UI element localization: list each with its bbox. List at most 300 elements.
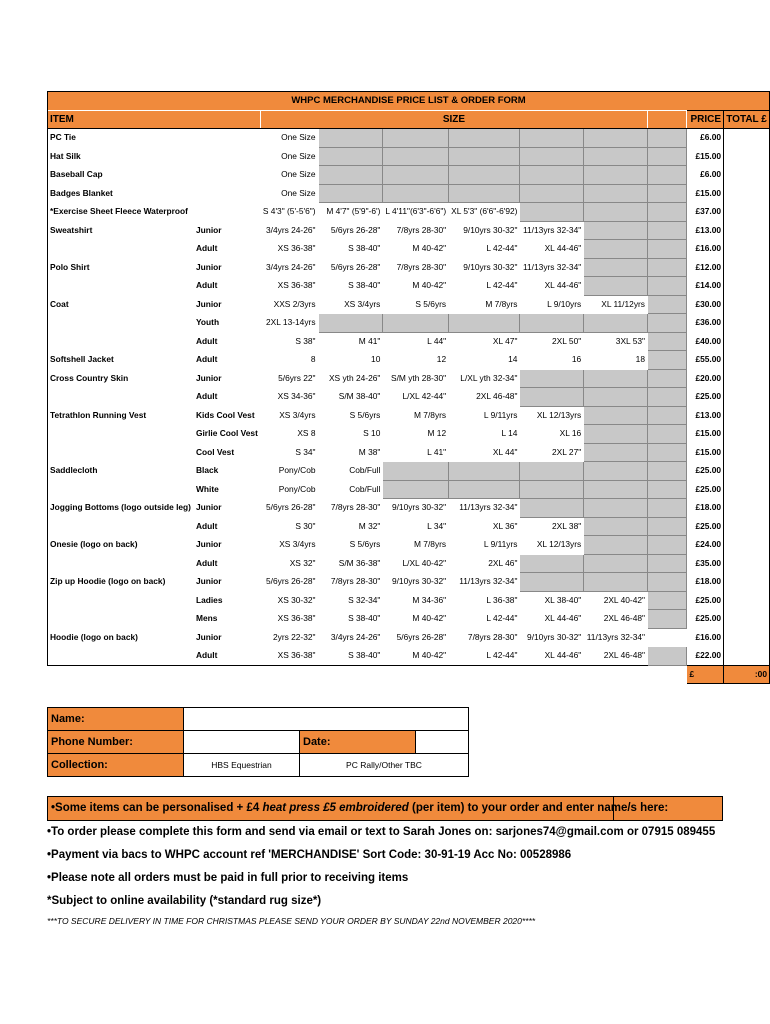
date-label: Date: [300, 731, 416, 754]
item-total-input[interactable] [724, 369, 770, 388]
size-option[interactable]: 5/6yrs 26-28" [265, 576, 316, 586]
size-option[interactable]: L 41" [427, 446, 447, 457]
size-option[interactable] [584, 129, 648, 148]
item-total-input[interactable] [724, 184, 770, 203]
size-option[interactable]: 5/6yrs 22" [278, 372, 316, 383]
size-option[interactable]: 2XL 46-48" [584, 647, 648, 666]
size-option[interactable]: 10 [371, 354, 381, 364]
table-row [48, 240, 770, 259]
size-option[interactable] [584, 388, 648, 407]
size-option[interactable]: S 5/6yrs [349, 539, 381, 549]
size-option[interactable] [648, 499, 687, 518]
size-option[interactable] [584, 406, 648, 425]
item-total-input[interactable] [724, 628, 770, 647]
size-option[interactable]: M 40-42" [412, 613, 447, 623]
size-option[interactable]: 9/10yrs 30-32" [391, 576, 447, 586]
size-option[interactable] [520, 499, 584, 518]
size-option[interactable]: 2XL 46-48" [603, 613, 645, 623]
size-option[interactable] [318, 147, 383, 166]
size-option[interactable]: XS 36-38" [260, 647, 318, 666]
size-option[interactable]: L/XL 42-44" [402, 391, 447, 401]
item-name: PC Tie [48, 129, 194, 148]
size-option[interactable]: 3XL 53" [615, 335, 645, 346]
item-variant: Junior [195, 372, 222, 383]
size-option[interactable] [648, 295, 687, 314]
size-option[interactable]: L 42-44" [449, 647, 520, 666]
size-option[interactable]: L 44" [427, 335, 447, 346]
size-option[interactable] [383, 166, 449, 185]
size-option[interactable] [520, 184, 584, 203]
contact-section [47, 707, 469, 777]
size-option[interactable]: L 42-44" [486, 243, 518, 253]
size-option[interactable] [520, 369, 584, 388]
table-row [48, 129, 770, 148]
item-variant: White [195, 483, 219, 494]
size-option[interactable] [648, 517, 687, 536]
size-option[interactable]: XL 5'3" (6'6"-6'92) [451, 206, 518, 216]
size-option[interactable] [520, 166, 584, 185]
size-option[interactable]: L 14 [501, 428, 518, 438]
item-price: £12.00 [687, 258, 724, 277]
size-option[interactable] [648, 332, 687, 351]
size-option[interactable]: S 38" [295, 335, 316, 346]
size-option[interactable] [648, 591, 687, 610]
size-option[interactable] [648, 443, 687, 462]
size-option[interactable] [584, 517, 648, 536]
item-variant: Mens [195, 613, 218, 623]
size-option[interactable] [648, 277, 687, 296]
item-variant: Adult [195, 243, 218, 253]
size-option[interactable]: One Size [281, 187, 316, 198]
size-option[interactable]: 5/6yrs 26-28" [330, 224, 381, 235]
item-total-input[interactable] [724, 166, 770, 185]
size-option[interactable] [648, 147, 687, 166]
size-option[interactable]: 5/6yrs 26-28" [330, 261, 381, 272]
item-total-input[interactable] [724, 647, 770, 666]
item-price: £15.00 [687, 184, 724, 203]
size-option[interactable] [383, 147, 449, 166]
item-total-input[interactable] [724, 610, 770, 629]
name-input[interactable] [184, 708, 469, 731]
size-option[interactable]: 11/13yrs 32-34" [459, 576, 518, 586]
item-price: £37.00 [687, 203, 724, 222]
total-header: TOTAL £ [724, 110, 770, 129]
item-variant: Adult [195, 520, 218, 531]
size-option[interactable]: XL 44-46" [544, 243, 582, 253]
size-option[interactable] [648, 425, 687, 444]
size-option[interactable]: S 30" [295, 520, 316, 531]
size-option[interactable]: Pony/Cob [278, 465, 316, 475]
size-option[interactable]: XL 44" [492, 446, 518, 457]
item-variant: Ladies [195, 594, 223, 605]
size-option[interactable] [318, 314, 383, 333]
size-option[interactable] [584, 258, 648, 277]
size-option[interactable]: S/M 38-40" [338, 391, 381, 401]
size-option[interactable] [449, 166, 520, 185]
size-option[interactable] [584, 277, 648, 296]
size-option[interactable] [648, 573, 687, 592]
item-total-input[interactable] [724, 332, 770, 351]
phone-input[interactable] [184, 731, 300, 754]
size-option[interactable] [648, 166, 687, 185]
grand-total-currency: £ [687, 665, 724, 684]
item-total-input[interactable] [724, 203, 770, 222]
size-option[interactable]: 7/8yrs 28-30" [330, 502, 381, 512]
size-option[interactable]: XXS 2/3yrs [273, 298, 316, 309]
size-option[interactable] [449, 129, 520, 148]
size-option[interactable] [584, 499, 648, 518]
item-total-input[interactable] [724, 406, 770, 425]
item-variant: Adult [195, 280, 218, 290]
size-option[interactable]: XS 3/4yrs [279, 539, 316, 549]
size-option[interactable]: M 7/8yrs [414, 409, 447, 420]
date-input[interactable] [416, 731, 469, 754]
item-variant: Youth [195, 317, 220, 327]
item-name [48, 388, 194, 407]
size-option[interactable] [648, 129, 687, 148]
size-option[interactable]: L/XL 40-42" [402, 557, 447, 568]
item-total-input[interactable] [724, 277, 770, 296]
size-option[interactable]: XS 36-38" [277, 280, 316, 290]
item-total-input[interactable] [724, 221, 770, 240]
size-option[interactable] [584, 166, 648, 185]
item-name [48, 480, 194, 499]
item-name [48, 443, 194, 462]
size-option[interactable]: S/M 36-38" [338, 557, 381, 568]
size-option[interactable] [383, 314, 449, 333]
item-total-input[interactable] [724, 573, 770, 592]
size-option[interactable]: L 34" [427, 520, 447, 531]
size-option[interactable]: S 32-34" [348, 594, 381, 605]
size-option[interactable]: XS yth 24-26" [328, 372, 381, 383]
size-option[interactable]: 7/8yrs 28-30" [330, 576, 381, 586]
size-option[interactable]: L 42-44" [486, 613, 518, 623]
size-option[interactable]: 11/13yrs 32-34" [522, 261, 582, 272]
size-option[interactable]: L 9/11yrs [483, 409, 518, 420]
size-option[interactable]: M 34-36" [412, 594, 447, 605]
item-price: £36.00 [687, 314, 724, 333]
size-option[interactable]: 2XL 13-14yrs [266, 317, 316, 327]
size-option[interactable] [648, 314, 687, 333]
size-option[interactable]: XL 44-46" [520, 647, 584, 666]
item-name: Badges Blanket [48, 184, 194, 203]
size-option[interactable] [383, 184, 449, 203]
item-total-input[interactable] [724, 425, 770, 444]
size-option[interactable] [648, 536, 687, 555]
table-row [48, 554, 770, 573]
item-name: Onesie (logo on back) [48, 536, 194, 555]
size-option[interactable] [520, 462, 584, 481]
size-option[interactable]: 5/6yrs 26-28" [396, 631, 447, 642]
size-option[interactable]: S 38-40" [318, 647, 383, 666]
size-option[interactable]: 2XL 27" [552, 446, 582, 457]
size-option[interactable] [584, 425, 648, 444]
collection-label: Collection: [48, 754, 184, 777]
size-option[interactable]: S/M yth 28-30" [391, 372, 447, 383]
payment-note: •Payment via bacs to WHPC account ref 'MERCHANDISE' Sort Code: 30-91-19 Acc No: 00528986 [47, 849, 572, 861]
size-option[interactable]: 2XL 46" [488, 557, 518, 568]
size-option[interactable]: 9/10yrs 30-32" [391, 502, 447, 512]
table-row [48, 406, 770, 425]
size-option[interactable] [584, 536, 648, 555]
size-option[interactable]: XS 32" [289, 557, 316, 568]
item-total-input[interactable] [724, 258, 770, 277]
size-option[interactable] [318, 166, 383, 185]
size-option[interactable]: XS 3/4yrs [279, 409, 316, 420]
size-option[interactable]: One Size [281, 150, 316, 161]
size-option[interactable]: M 40-42" [412, 243, 447, 253]
size-option[interactable]: 12 [436, 354, 447, 364]
item-name: Softshell Jacket [48, 351, 194, 370]
size-option[interactable]: 2XL 46-48" [476, 391, 518, 401]
size-option[interactable] [318, 184, 383, 203]
item-variant [193, 184, 260, 203]
item-price: £25.00 [687, 591, 724, 610]
item-name [48, 647, 194, 666]
size-option[interactable] [648, 221, 687, 240]
item-variant: Junior [195, 298, 222, 309]
size-option[interactable]: 9/10yrs 30-32" [527, 631, 582, 642]
size-option[interactable] [584, 314, 648, 333]
size-option[interactable]: M 41" [358, 335, 381, 346]
size-option[interactable] [584, 203, 648, 222]
size-option[interactable]: XL 38-40" [544, 594, 582, 605]
size-option[interactable] [648, 184, 687, 203]
size-option[interactable]: Pony/Cob [278, 483, 316, 494]
item-variant: Adult [195, 391, 218, 401]
size-option[interactable] [449, 462, 520, 481]
item-total-input[interactable] [724, 314, 770, 333]
size-option[interactable]: XS 30-32" [277, 594, 316, 605]
size-option[interactable]: XL 16 [559, 428, 582, 438]
size-option[interactable] [449, 184, 520, 203]
size-option[interactable]: S 5/6yrs [349, 409, 381, 420]
size-option[interactable]: M 38" [358, 446, 381, 457]
size-option[interactable]: L 9/10yrs [547, 298, 582, 309]
size-option[interactable]: M 40-42" [412, 280, 447, 290]
size-option[interactable]: 7/8yrs 28-30" [396, 261, 447, 272]
size-option[interactable] [520, 314, 584, 333]
size-option[interactable]: XS 3/4yrs [344, 298, 381, 309]
table-row [48, 591, 770, 610]
item-price: £20.00 [687, 369, 724, 388]
size-option[interactable]: 8 [310, 354, 316, 364]
table-row [48, 147, 770, 166]
size-option[interactable] [648, 480, 687, 499]
size-option[interactable] [584, 462, 648, 481]
size-option[interactable]: 7/8yrs 28-30" [396, 224, 447, 235]
size-option[interactable]: XL 36" [492, 520, 518, 531]
item-name [48, 314, 194, 333]
size-option[interactable]: L/XL yth 32-34" [460, 372, 518, 383]
item-variant: Kids Cool Vest [195, 409, 255, 420]
table-row [48, 351, 770, 370]
size-option[interactable] [648, 258, 687, 277]
item-total-input[interactable] [724, 351, 770, 370]
size-option[interactable]: 3/4yrs 24-26" [265, 224, 316, 235]
size-option[interactable]: 5/6yrs 26-28" [265, 502, 316, 512]
item-total-input[interactable] [724, 536, 770, 555]
size-option[interactable] [449, 147, 520, 166]
size-option[interactable]: L 36-38" [486, 594, 518, 605]
size-option[interactable] [584, 443, 648, 462]
table-row [48, 573, 770, 592]
size-option[interactable]: S 5/6yrs [415, 298, 447, 309]
size-option[interactable]: XL 44-46" [544, 613, 582, 623]
size-option[interactable] [584, 573, 648, 592]
size-option[interactable]: 2yrs 22-32" [272, 631, 316, 642]
table-row [48, 258, 770, 277]
size-option[interactable]: 3/4yrs 24-26" [330, 631, 381, 642]
item-total-input[interactable] [724, 295, 770, 314]
size-option[interactable]: XL 11/12yrs [601, 298, 645, 309]
item-variant [193, 203, 260, 222]
size-option[interactable] [584, 221, 648, 240]
size-option[interactable] [584, 369, 648, 388]
size-option[interactable]: Cob/Full [349, 483, 381, 494]
size-option[interactable] [648, 240, 687, 259]
item-total-input[interactable] [724, 462, 770, 481]
size-option[interactable] [520, 480, 584, 499]
table-row [48, 332, 770, 351]
size-option[interactable]: S 10 [363, 428, 381, 438]
size-option[interactable] [520, 388, 584, 407]
size-option[interactable] [318, 129, 383, 148]
size-option[interactable]: 9/10yrs 30-32" [463, 224, 518, 235]
size-option[interactable] [584, 480, 648, 499]
item-total-input[interactable] [724, 499, 770, 518]
size-option[interactable] [584, 554, 648, 573]
item-total-input[interactable] [724, 443, 770, 462]
item-name: *Exercise Sheet Fleece Waterproof [48, 203, 194, 222]
item-price: £15.00 [687, 443, 724, 462]
item-total-input[interactable] [724, 480, 770, 499]
size-option[interactable]: 2XL 50" [552, 335, 582, 346]
item-price: £30.00 [687, 295, 724, 314]
size-option[interactable]: M 32" [358, 520, 381, 531]
size-option[interactable]: XL 44-46" [544, 280, 582, 290]
size-option[interactable]: XS 36-38" [277, 243, 316, 253]
size-option[interactable]: L 42-44" [486, 280, 518, 290]
size-option[interactable]: 11/13yrs 32-34" [522, 224, 582, 235]
size-option[interactable] [648, 388, 687, 407]
item-price: £16.00 [687, 628, 724, 647]
item-total-input[interactable] [724, 388, 770, 407]
size-option[interactable]: XL 12/13yrs [536, 409, 582, 420]
item-name: Polo Shirt [48, 258, 194, 277]
size-option[interactable] [648, 647, 687, 666]
item-total-input[interactable] [724, 591, 770, 610]
item-total-input[interactable] [724, 129, 770, 148]
item-total-input[interactable] [724, 554, 770, 573]
size-option[interactable]: 16 [571, 354, 582, 364]
size-option[interactable] [584, 240, 648, 259]
item-name: Coat [48, 295, 194, 314]
size-option[interactable] [520, 554, 584, 573]
size-option[interactable] [648, 406, 687, 425]
size-option[interactable] [383, 480, 449, 499]
size-option[interactable]: L 9/11yrs [483, 539, 518, 549]
item-price: £15.00 [687, 147, 724, 166]
size-option[interactable] [648, 369, 687, 388]
size-option[interactable]: XS 8 [297, 428, 316, 438]
order-note: •To order please complete this form and send via email or text to Sarah Jones on: sarjones74@gmail.com or 07915 089455 [47, 826, 716, 838]
size-option[interactable] [648, 628, 687, 647]
size-option[interactable]: 3/4yrs 24-26" [265, 261, 316, 272]
grand-total-row [48, 665, 770, 684]
size-option[interactable]: 2XL 38" [552, 520, 582, 531]
price-list-sheet [47, 91, 770, 684]
size-option[interactable]: S 38-40" [348, 280, 381, 290]
size-option[interactable]: One Size [281, 169, 316, 179]
item-total-input[interactable] [724, 240, 770, 259]
size-option[interactable]: S 4'3" (5'-5'6") [262, 206, 316, 216]
size-option[interactable]: 2XL 40-42" [603, 594, 645, 605]
item-header: ITEM [48, 110, 261, 129]
size-option[interactable] [520, 147, 584, 166]
size-option[interactable] [383, 462, 449, 481]
size-option[interactable]: XS 34-36" [277, 391, 316, 401]
size-option[interactable]: One Size [281, 132, 316, 142]
size-option[interactable] [584, 147, 648, 166]
size-option[interactable]: XL 47" [492, 335, 518, 346]
size-option[interactable]: S 34" [295, 446, 316, 457]
size-option[interactable] [648, 203, 687, 222]
size-option[interactable] [648, 554, 687, 573]
size-option[interactable] [520, 573, 584, 592]
size-option[interactable]: M 40-42" [383, 647, 449, 666]
size-option[interactable]: 11/13yrs 32-34" [586, 631, 645, 642]
size-option[interactable]: 18 [635, 354, 645, 364]
size-option[interactable]: 14 [508, 354, 518, 364]
size-option[interactable] [648, 351, 687, 370]
size-option[interactable] [584, 184, 648, 203]
size-option[interactable] [648, 462, 687, 481]
size-option[interactable]: L 4'11"(6'3"-6'6") [385, 206, 447, 216]
size-option[interactable]: M 4'7" (5'9"-6') [326, 206, 381, 216]
item-name: Baseball Cap [48, 166, 194, 185]
collection-option-rally[interactable]: PC Rally/Other TBC [300, 754, 469, 777]
personalise-input[interactable] [613, 797, 722, 820]
size-option[interactable] [520, 129, 584, 148]
size-option[interactable] [449, 480, 520, 499]
size-option[interactable]: 9/10yrs 30-32" [463, 261, 518, 272]
size-option[interactable] [648, 610, 687, 629]
size-option[interactable]: M 7/8yrs [414, 539, 447, 549]
item-total-input[interactable] [724, 147, 770, 166]
size-option[interactable]: Cob/Full [349, 465, 381, 475]
item-total-input[interactable] [724, 517, 770, 536]
size-option[interactable]: S 38-40" [348, 613, 381, 623]
collection-option-hbs[interactable]: HBS Equestrian [184, 754, 300, 777]
size-option[interactable] [449, 314, 520, 333]
item-name: Zip up Hoodie (logo on back) [48, 573, 194, 592]
size-option[interactable] [520, 203, 584, 222]
table-row [48, 517, 770, 536]
size-option[interactable]: 7/8yrs 28-30" [467, 631, 518, 642]
size-option[interactable]: M 12 [427, 428, 447, 438]
size-option[interactable]: XS 36-38" [277, 613, 316, 623]
size-option[interactable]: 11/13yrs 32-34" [459, 502, 518, 512]
size-option[interactable]: S 38-40" [348, 243, 381, 253]
size-option[interactable] [383, 129, 449, 148]
size-option[interactable]: M 7/8yrs [485, 298, 518, 309]
item-name [48, 277, 194, 296]
size-option[interactable]: XL 12/13yrs [536, 539, 582, 549]
table-row [48, 610, 770, 629]
item-variant [193, 129, 260, 148]
table-row [48, 184, 770, 203]
